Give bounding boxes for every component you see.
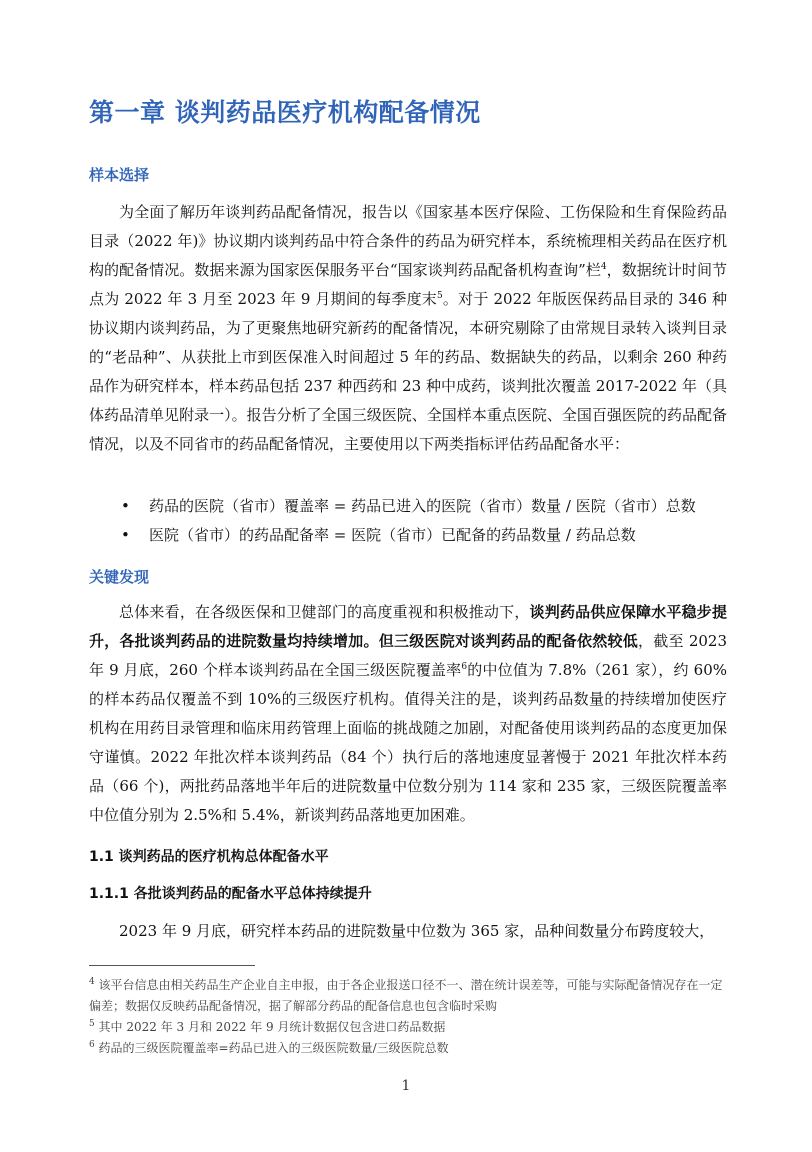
subsection-heading-1-1-1: 1.1.1 各批谈判药品的配备水平总体持续提升: [89, 886, 372, 902]
indicator-list: [89, 492, 739, 550]
section-heading-findings: 关键发现: [89, 568, 150, 586]
footnote-text: 药品的三级医院覆盖率=药品已进入的三级医院数量/三级医院总数: [94, 1041, 449, 1055]
findings-text-c: ，截至 2023 年 9 月底，260 个样本谈判药品在全国三级医院覆盖率: [89, 632, 727, 679]
footnote-ref-6[interactable]: 6: [461, 662, 468, 672]
subsection-heading-1-1: 1.1 谈判药品的医疗机构总体配备水平: [89, 849, 329, 865]
findings-text-a: 总体来看，在各级医保和卫健部门的高度重视和积极推动下，: [119, 603, 530, 621]
findings-text-d: 的中位值为 7.8%（261 家），约 60%的样本药品仅覆盖不到 10%的三级医疗机构。值得关注的是，谈判药品数量的持续增加使医疗机构在用药目录管理和临床用药管理上面临的挑战随之加剧，对配备使用谈判药品的态度更加保守谨慎。2022 年批次样本谈判药品（84 个）执行后的落地速度显著慢于 2021 年批次样本药品（66 个)，两批药品落地半年后的进院数量中位数分别为 114 家和 235 家，三级医院覆盖率中位值分别为 2.5%和 5.4%，新谈判药品落地更加困难。: [89, 661, 727, 824]
sample-text-3: 。对于 2022 年版医保药品目录的 346 种协议期内谈判药品，为了更聚焦地研究新药的配备情况，本研究剔除了由常规目录转入谈判目录的“老品种”、从获批上市到医保准入时间超过 5 年的药品、数据缺失的药品，以剩余 260 种药品作为研究样本，样本药品包括 237 种西药和 23 种中成药，谈判批次覆盖 2017-2022 年（具体药品清单见附录一）。报告分析了全国三级医院、全国样本重点医院、全国百强医院的药品配备情况，以及不同省市的药品配备情况，主要使用以下两类指标评估药品配备水平：: [89, 290, 727, 453]
list-item: [89, 492, 739, 521]
footnote-text: 其中 2022 年 3 月和 2022 年 9 月统计数据仅包含进口药品数据: [94, 1020, 446, 1034]
footnote-mark: 6: [89, 1040, 95, 1050]
footnotes: [89, 975, 729, 1059]
sample-paragraph: [89, 198, 727, 459]
footnote-6: [89, 1038, 729, 1059]
sample-text-2: ，数据统计时间节点为 2022 年 3 月至 2023 年 9 月期间的每季度末: [89, 261, 727, 308]
footnote-mark: 4: [89, 977, 95, 987]
sample-text-1: 为全面了解历年谈判药品配备情况，报告以《国家基本医疗保险、工伤保险和生育保险药品目录（2022 年)》协议期内谈判药品中符合条件的药品为研究样本，系统梳理相关药品在医疗机构的配备情况。数据来源为国家医保服务平台“国家谈判药品配备机构查询”栏: [89, 203, 727, 279]
subsection-paragraph: 2023 年 9 月底，研究样本药品的进院数量中位数为 365 家，品种间数量分布跨度较大，: [119, 922, 715, 940]
footnote-divider: [89, 965, 255, 966]
footnote-text: 该平台信息由相关药品生产企业自主申报，由于各企业报送口径不一、潜在统计误差等，可能与实际配备情况存在一定偏差；数据仅反映药品配备情况，据了解部分药品的配备信息也包含临时采购: [89, 978, 723, 1013]
footnote-mark: 5: [89, 1019, 95, 1029]
page-number: 1: [401, 1078, 411, 1094]
chapter-title: 第一章 谈判药品医疗机构配备情况: [89, 98, 481, 127]
findings-paragraph: [89, 598, 727, 830]
bullet-icon: •: [121, 497, 130, 515]
footnote-ref-4[interactable]: 4: [600, 262, 607, 272]
list-item-text: 药品的医院（省市）覆盖率 = 药品已进入的医院（省市）数量 / 医院（省市）总数: [149, 497, 696, 515]
section-heading-sample: 样本选择: [89, 166, 150, 184]
footnote-5: [89, 1017, 729, 1038]
list-item-text: 医院（省市）的药品配备率 = 医院（省市）已配备的药品数量 / 药品总数: [149, 526, 636, 544]
list-item: [89, 521, 739, 550]
findings-bold-text: 谈判药品供应保障水平稳步提升，各批谈判药品的进院数量均持续增加。但三级医院对谈判药品的配备依然较低: [89, 603, 727, 650]
bullet-icon: •: [121, 526, 130, 544]
footnote-4: [89, 975, 729, 1017]
footnote-ref-5[interactable]: 5: [436, 291, 443, 301]
